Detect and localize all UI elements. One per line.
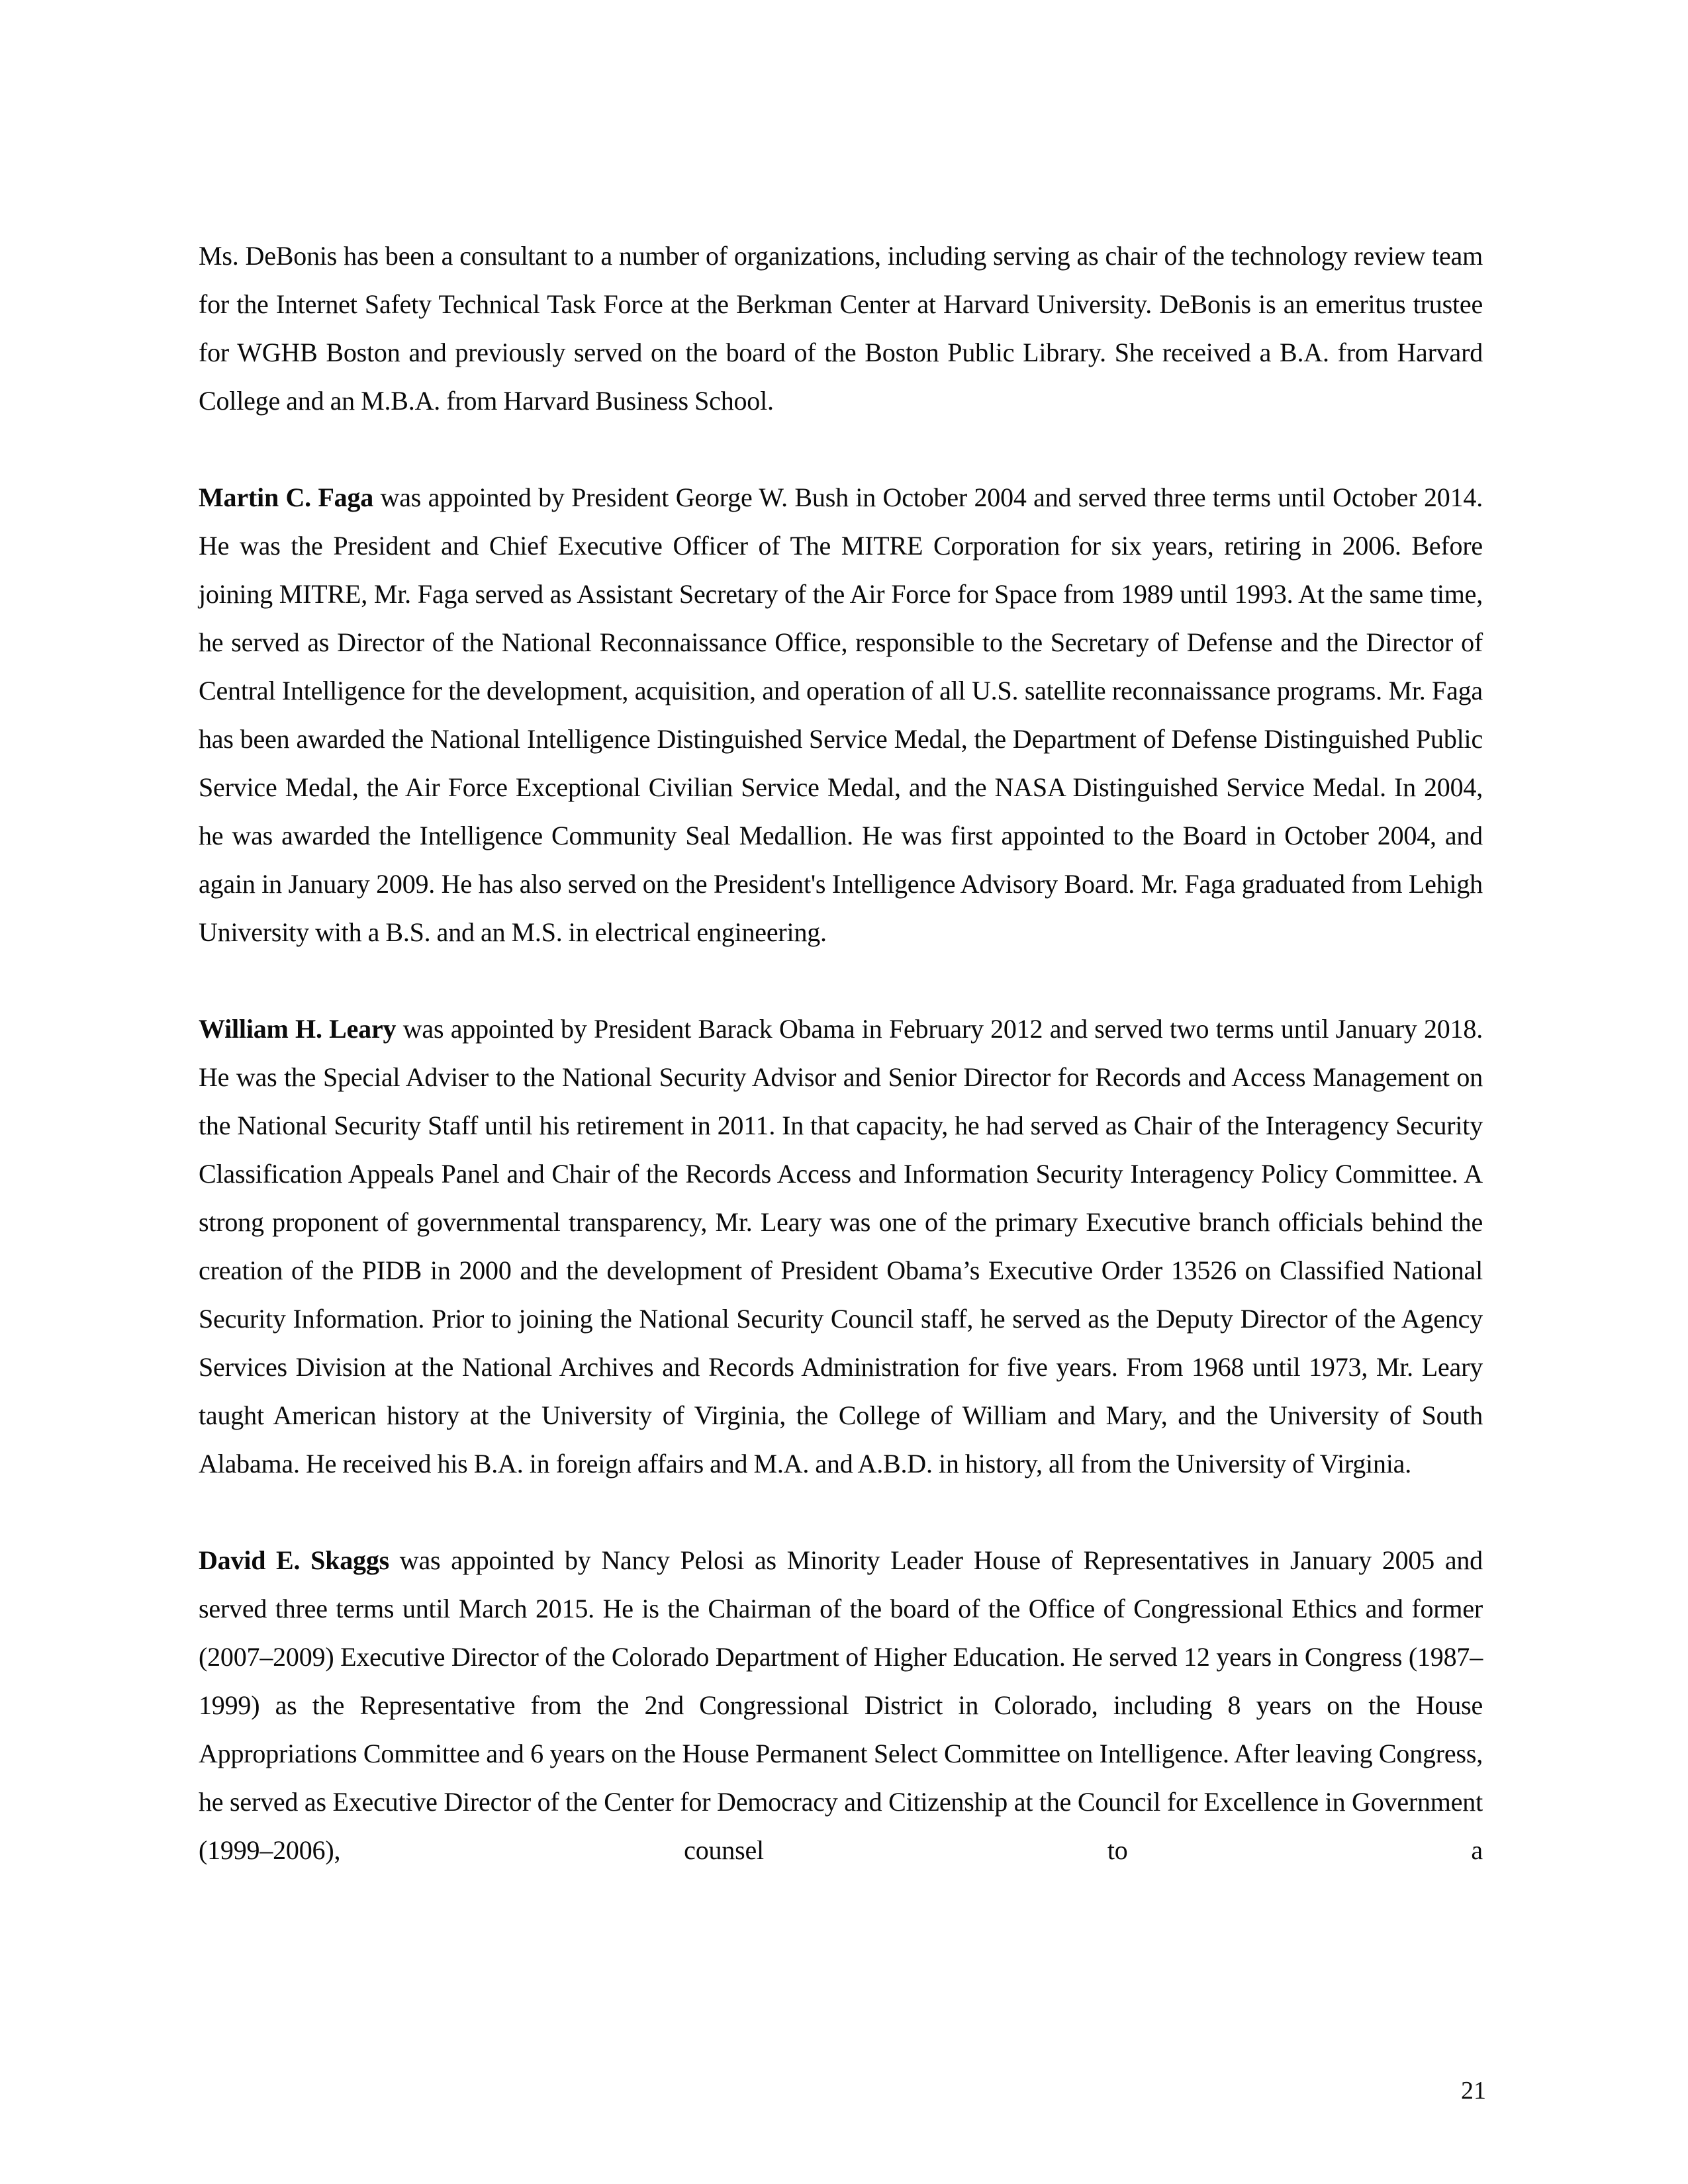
paragraph-debonis-text: Ms. DeBonis has been a consultant to a number of organizations, including serving as chair of the technology review team for the Internet Safety Technical Task Force at the Berkman Center at Harvard University. DeBonis is an emeritus trustee for WGHB Boston and previously served on the board of the Boston Public Library. She received a B.A. from Harvard College and an M.B.A. from Harvard Business School. [199,241,1483,416]
paragraph-faga-text: was appointed by President George W. Bush in October 2004 and served three terms until October 2014. He was the President and Chief Executive Officer of The MITRE Corporation for six years, retiring in 2006. Before joining MITRE, Mr. Faga served as Assistant Secretary of the Air Force for Space from 1989 until 1993. At the same time, he served as Director of the National Reconnaissance Office, responsible to the Secretary of Defense and the Director of Central Intelligence for the development, acquisition, and operation of all U.S. satellite reconnaissance programs. Mr. Faga has been awarded the National Intelligence Distinguished Service Medal, the Department of Defense Distinguished Public Service Medal, the Air Force Exceptional Civilian Service Medal, and the NASA Distinguished Service Medal. In 2004, he was awarded the Intelligence Community Seal Medallion. He was first appointed to the Board in October 2004, and again in January 2009. He has also served on the President's Intelligence Advisory Board. Mr. Faga graduated from Lehigh University with a B.S. and an M.S. in electrical engineering. [199,482,1483,947]
paragraph-faga [199,473,1483,956]
page-body-text [199,232,1483,1874]
paragraph-leary [199,1005,1483,1488]
paragraph-leary-lead: William H. Leary [199,1014,397,1044]
paragraph-leary-text: was appointed by President Barack Obama in February 2012 and served two terms until January 2018. He was the Special Adviser to the National Security Advisor and Senior Director for Records and Access Management on the National Security Staff until his retirement in 2011. In that capacity, he had served as Chair of the Interagency Security Classification Appeals Panel and Chair of the Records Access and Information Security Interagency Policy Committee. A strong proponent of governmental transparency, Mr. Leary was one of the primary Executive branch officials behind the creation of the PIDB in 2000 and the development of President Obama’s Executive Order 13526 on Classified National Security Information. Prior to joining the National Security Council staff, he served as the Deputy Director of the Agency Services Division at the National Archives and Records Administration for five years. From 1968 until 1973, Mr. Leary taught American history at the University of Virginia, the College of William and Mary, and the University of South Alabama. He received his B.A. in foreign affairs and M.A. and A.B.D. in history, all from the University of Virginia. [199,1014,1483,1479]
paragraph-skaggs-text: was appointed by Nancy Pelosi as Minority Leader House of Representatives in January 2005 and served three terms until March 2015. He is the Chairman of the board of the Office of Congressional Ethics and former (2007–2009) Executive Director of the Colorado Department of Higher Education. He served 12 years in Congress (1987–1999) as the Representative from the 2nd Congressional District in Colorado, including 8 years on the House Appropriations Committee and 6 years on the House Permanent Select Committee on Intelligence. After leaving Congress, he served as Executive Director of the Center for Democracy and Citizenship at the Council for Excellence in Government (1999–2006), counsel to a [199,1545,1483,1865]
page-number: 21 [1461,2077,1486,2105]
paragraph-debonis [199,232,1483,425]
paragraph-faga-lead: Martin C. Faga [199,482,374,512]
paragraph-skaggs-lead: David E. Skaggs [199,1545,389,1575]
paragraph-skaggs [199,1536,1483,1874]
